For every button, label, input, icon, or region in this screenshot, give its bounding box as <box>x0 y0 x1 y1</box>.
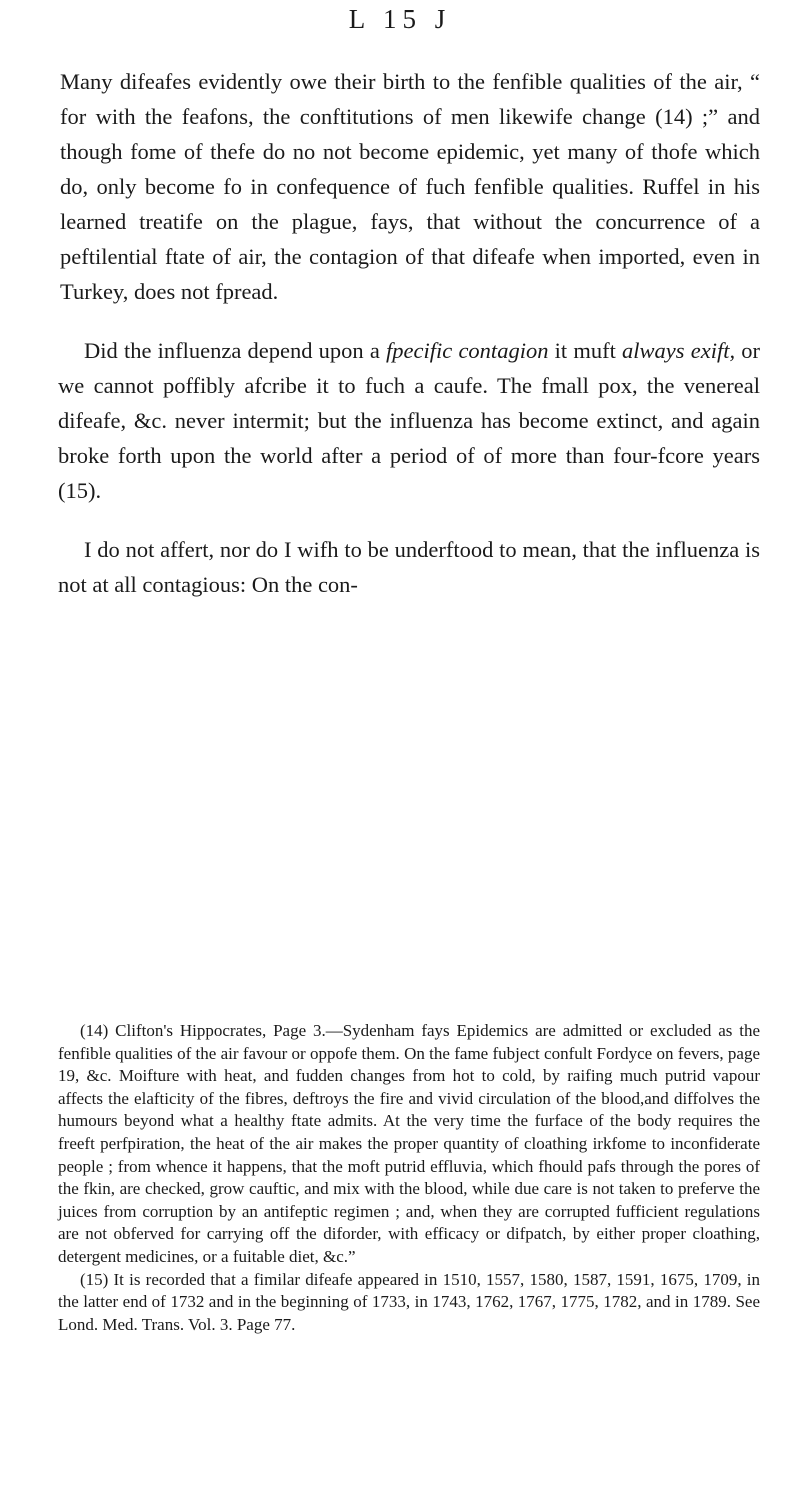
paragraph-1: Many difeafes evidently owe their birth to the fenfible qualities of the air, “ for with the feafons, the conftitutions of men likewife change (14) ;” and though fome of thefe do no not become epidemic, yet many of thofe which do, only become fo in confequence of fuch fenfible qualities. Ruffel in his learned treatife on the plague, fays, that without the concurrence of a peftilential ftate of air, the contagion of that difeafe when imported, even in Turkey, does not fpread. <box>60 69 760 304</box>
footnote-15: (15) It is recorded that a fimilar difeafe appeared in 1510, 1557, 1580, 1587, 1591, 1675, 1709, in the latter end of 1732 and in the beginning of 1733, in 1743, 1762, 1767, 1775, 1782, and in 1789. See Lond. Med. Trans. Vol. 3. Page 77. <box>58 1269 760 1334</box>
paragraph-2-text-start: Did the influenza depend upon a <box>84 338 387 363</box>
paragraph-2 <box>58 333 760 508</box>
paragraph-2-text-mid: it muft <box>548 338 623 363</box>
paragraph-2-text-end: or we cannot poffibly afcribe it to fuch a caufe. The fmall pox, the venereal difeafe, &c. never intermit; but the influenza has become extinct, and again broke forth upon the world after a period of of more than four-fcore years (15). <box>58 338 761 503</box>
paragraph-2-italic-always-exist: always exift, <box>622 338 736 363</box>
page-number-header: L 15 J <box>348 4 452 34</box>
footnote-14: (14) Clifton's Hippocrates, Page 3.—Sydenham fays Epidemics are admitted or excluded as the fenfible qualities of the air favour or oppofe them. On the fame fubject confult Fordyce on fevers, page 19, &c. Moifture with heat, and fudden changes from hot to cold, by raifing much putrid vapour affects the elafticity of the fibres, deftroys the fire and vivid circulation of the blood,and diffolves the humours beyond what a healthy ftate admits. At the very time the furface of the body requires the freeft perfpiration, the heat of the air makes the proper quantity of cloathing irkfome to inconfiderate people ; from whence it happens, that the moft putrid effluvia, which fhould pafs through the pores of the fkin, are checked, grow cauftic, and mix with the blood, while due care is not taken to preferve the juices from corruption by an antifeptic regimen ; and, when they are corrupted fufficient regulations are not obferved for carrying off the diforder, with efficacy or difpatch, by either proper cloathing, detergent medicines, or a fuitable diet, &c.” <box>58 1021 760 1266</box>
paragraph-3: I do not affert, nor do I wifh to be underftood to mean, that the influenza is not at all contagious: On the con- <box>58 537 760 597</box>
paragraph-2-italic-specific-contagion: fpecific contagion <box>386 338 549 363</box>
footnotes <box>58 1020 760 1336</box>
main-text <box>58 64 760 626</box>
